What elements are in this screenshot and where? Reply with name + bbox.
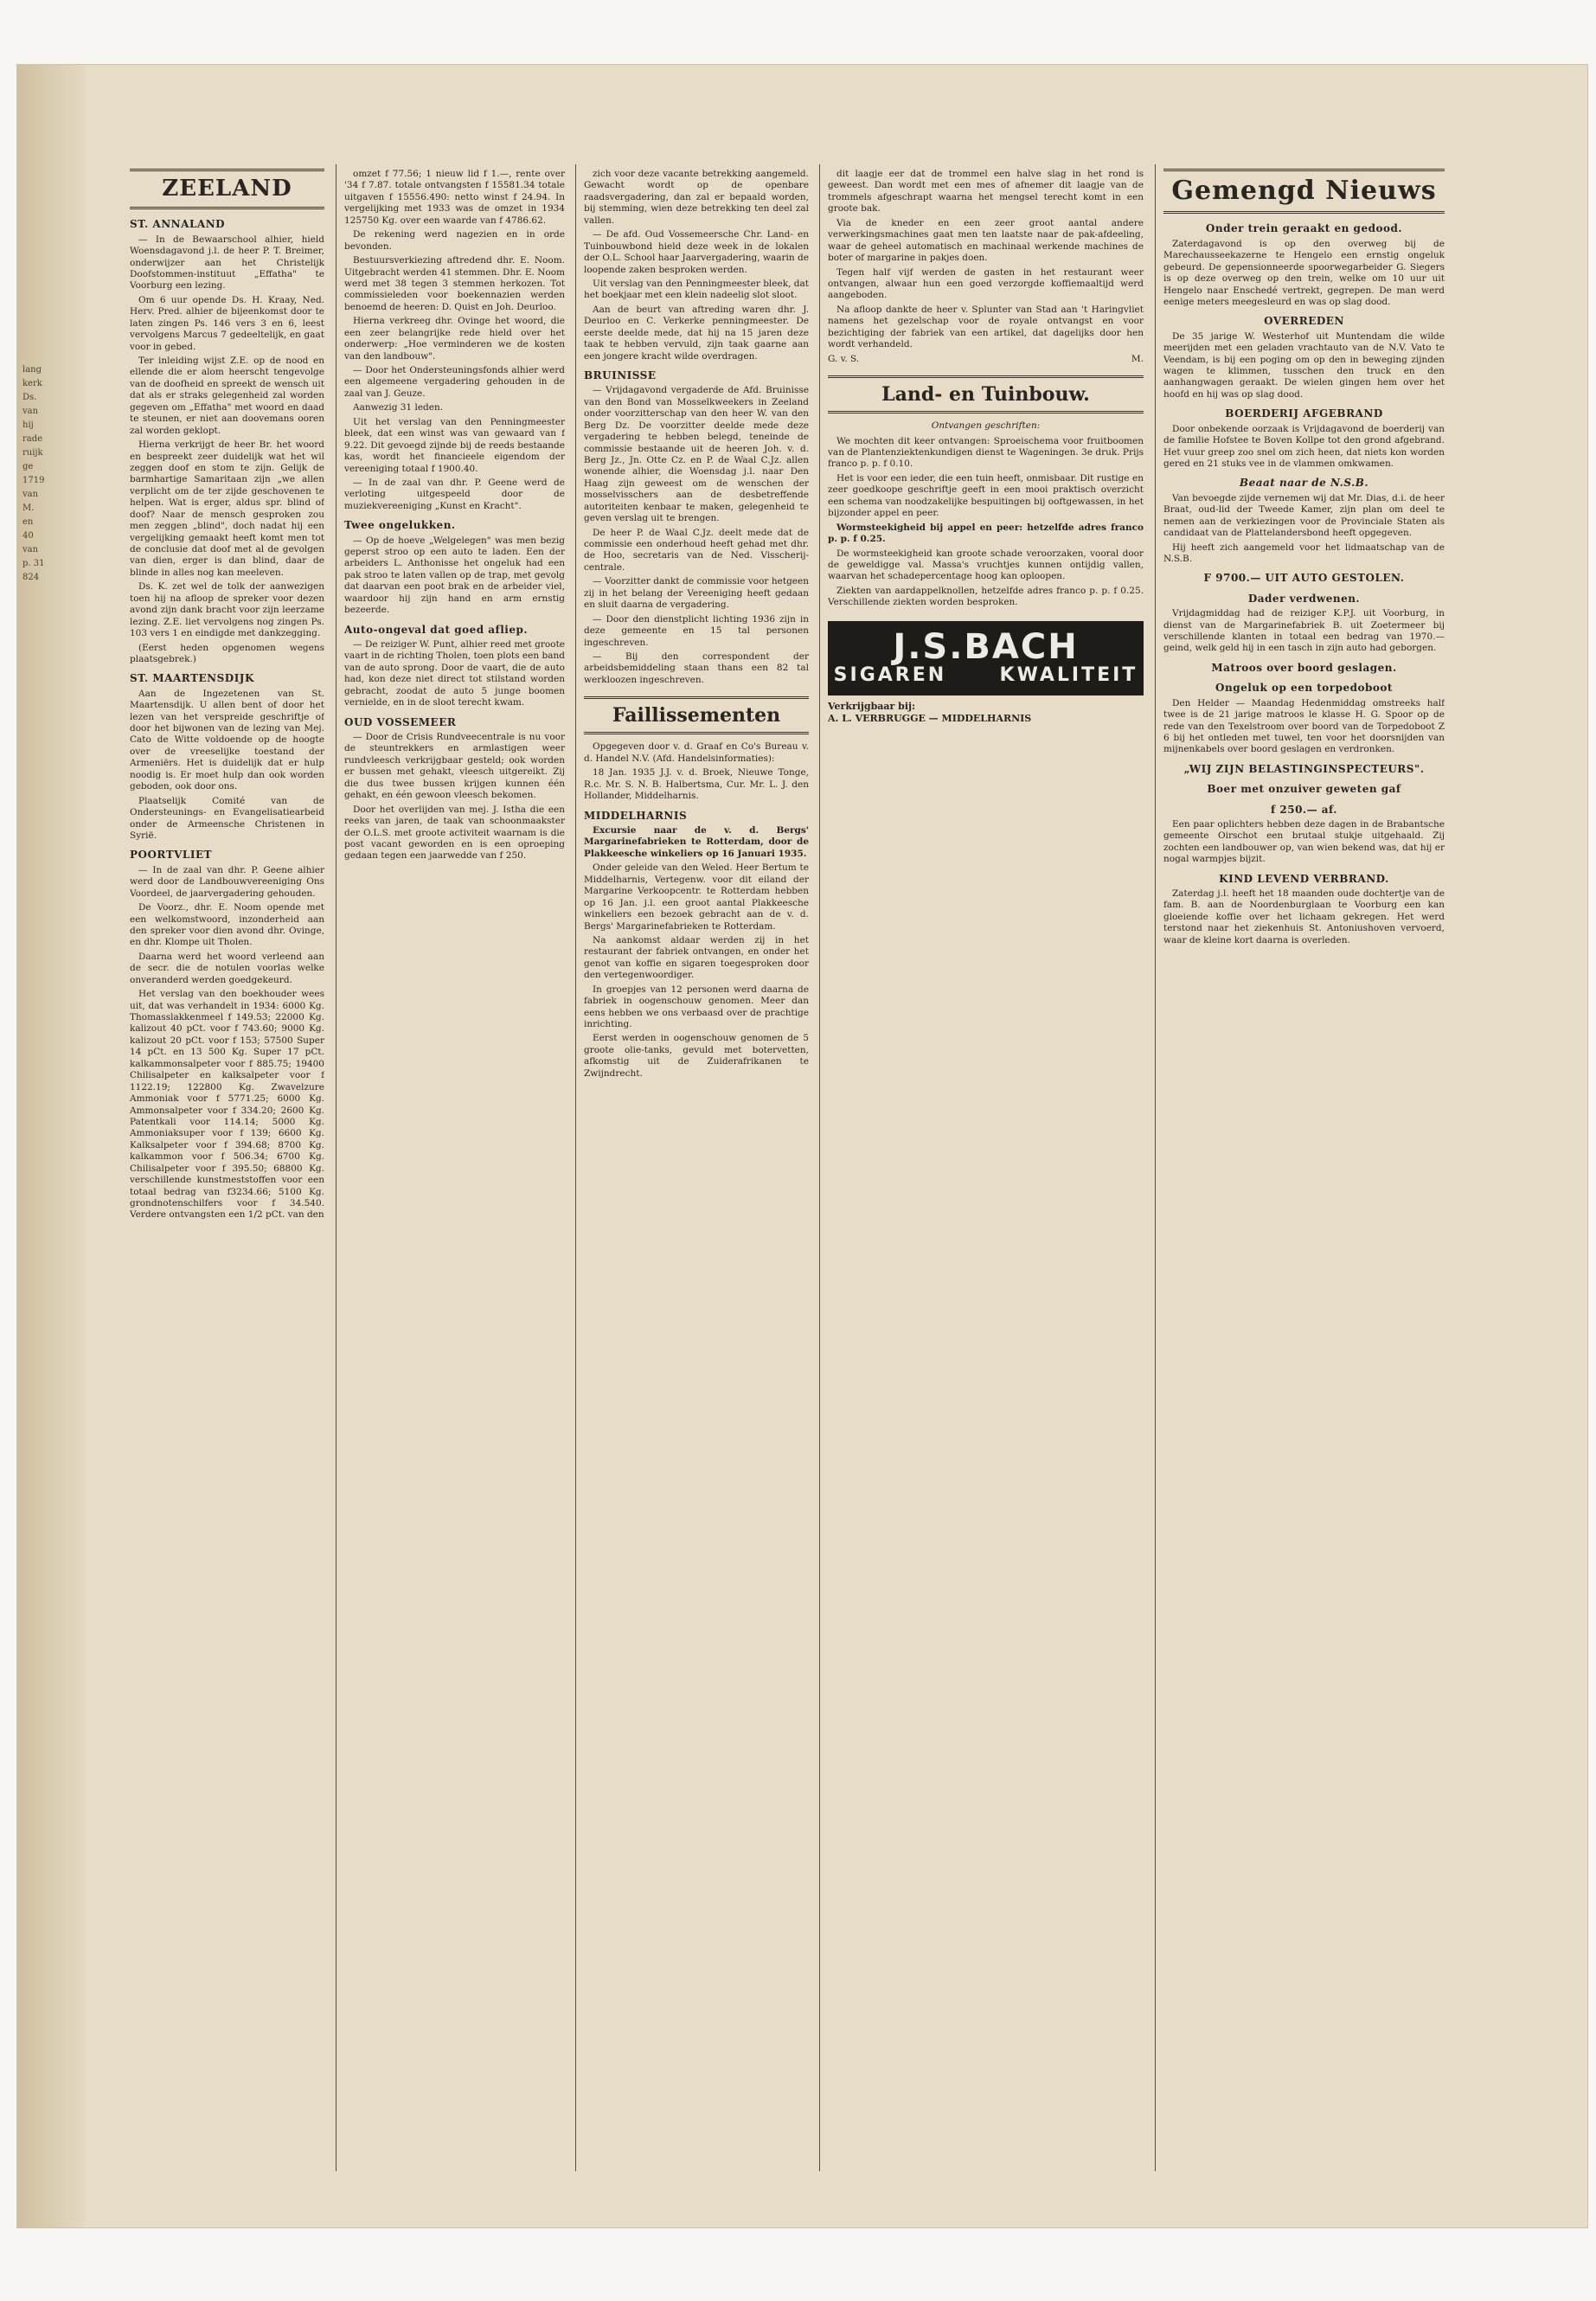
- column-rule: [819, 164, 820, 2171]
- paragraph: — Vrijdagavond vergaderde de Afd. Bruinisse van den Bond van Mosselkweekers in Zeeland onder voorzitterschap van den heer W. van den Berg Dz. De voorzitter deelde mede deze vergadering te hebben belegd, teneinde de commissie bestaande uit de heeren Joh. v. d. Berg Jz., Jn. Otte Cz. en P. de Waal C.Jz. allen wonende alhier, die Woensdag j.l. naar Den Haag zijn geweest om de wenschen der mosselvisschers aan de desbetreffende autoriteiten kenbaar te maken, gelegenheid te geven verslag uit te brengen.: [584, 385, 809, 524]
- paragraph-note: (Eerst heden opgenomen wegens plaatsgebrek.): [130, 642, 324, 664]
- margin-fragment: en: [22, 517, 34, 527]
- ad-available: Verkrijgbaar bij:: [828, 701, 916, 713]
- paragraph: De Voorz., dhr. E. Noom opende met een welkomstwoord, inzonderheid aan den spreker voor dien avond dhr. Ovinge, en dhr. Klompe uit Tholen.: [130, 902, 324, 948]
- paragraph: Via de kneder en een zeer groot aantal andere verwerkingsmachines gaat men ten laatste naar de pak-afdeeling, waar de geheel automatisch en machinaal werkende machines de boter of margarine in pakjes doen.: [828, 217, 1144, 264]
- ad-dealer: A. L. VERBRUGGE — MIDDELHARNIS: [828, 713, 1032, 725]
- paragraph: Aan de beurt van aftreding waren dhr. J. Deurloo en C. Verkerke penningmeester. De eerste deelde mede, dat hij na 15 jaren deze taak te hebben vervuld, zijn taak gaarne aan een jongere kracht wilde overdragen.: [584, 304, 809, 362]
- paragraph: Zaterdagavond is op den overweg bij de Marechausseekazerne te Hengelo een ernstig ongeluk gebeurd. De gepensionneerde spoorwegarbeider G. Siegers is op deze overweg op den trein, welke om 10 uur uit Hengelo naar Enschedé vertrekt, gegrepen. De man werd eenige meters meegesleurd en was op slag dood.: [1163, 238, 1445, 307]
- paragraph: — Bij den correspondent der arbeidsbemiddeling staan thans een 82 tal werkloozen ingeschreven.: [584, 651, 809, 685]
- heading-gestolen: F 9700.— UIT AUTO GESTOLEN.: [1203, 572, 1405, 585]
- column-rule: [575, 164, 576, 2171]
- paragraph: — De afd. Oud Vossemeersche Chr. Land- en Tuinbouwbond hield deze week in de lokalen der O.L. School haar Jaarvergadering, waarin de loopende zaken besproken werden.: [584, 229, 809, 275]
- paragraph: Aan de Ingezetenen van St. Maartensdijk. U allen bent of door het lezen van het verspreide geschriftje of door het bijwonen van de lezing van Mej. Cato de Witte voldoende op de hoogte over de vreeselijke toestand der Armeniërs. Het is duidelijk dat er hulp noodig is. Er moet hulp dan ook worden geboden, ook door ons.: [130, 688, 324, 792]
- gemengd-nieuws-masthead: Gemengd Nieuws: [1163, 169, 1445, 214]
- paragraph: Wormsteekigheid bij appel en peer: hetzelfde adres franco p. p. f 0.25.: [828, 522, 1144, 545]
- heading-belasting: „WIJ ZIJN BELASTINGINSPECTEURS".: [1183, 762, 1425, 775]
- paragraph: Het verslag van den boekhouder wees uit, dat was verhandelt in 1934: 6000 Kg. Thomasslakkenmeel f 149.53; 22000 Kg. kalizout 40 pCt. voor f 743.60; 9000 Kg. kalizout 20 pCt. voor f 153; 57500 Super 14 pCt. en 13 500 Kg. Super 17 pCt. kalkammonsalpeter voor f 885.75; 19400 Chilisalpeter en kalksalpeter voor f 1122.19; 122800 Kg. Zwavelzure Ammoniak voor f 5771.25; 6000 Kg. Ammonsalpeter voor f 334.20; 2600 Kg. Patentkali voor 114.14; 5000 Kg. Ammoniaksuper voor f 139; 6600 Kg. Kalksalpeter voor f 394.68; 8700 Kg. kalkammon voor f 506.34; 6700 Kg. Chilisalpeter voor f 395.50; 68800 Kg. verschillende kunstmeststoffen voor een totaal bedrag van f3234.66; 5100 Kg. grondnotenschilfers voor f 34.540. Verdere ontvangsten een 1/2 pCt. van den: [130, 989, 324, 1221]
- column-2: [344, 169, 565, 2193]
- signature-row: [828, 354, 1144, 365]
- paragraph: Door het overlijden van mej. J. Istha die een reeks van jaren, de taak van schoonmaakster der O.L.S. met groote activiteit waarnam is die post vacant geworden en is een oproeping gedaan tegen een jaarwedde van f 250.: [344, 804, 565, 862]
- paragraph: Daarna werd het woord verleend aan de secr. die de notulen voorlas welke onveranderd werden goedgekeurd.: [130, 951, 324, 985]
- column-rule: [336, 164, 337, 2171]
- left-margin-fragments: [22, 363, 83, 585]
- paragraph: — Door het Ondersteuningsfonds alhier werd een algemeene vergadering gehouden in de zaal van J. Geuze.: [344, 365, 565, 399]
- heading-oud-vossemeer: OUD VOSSEMEER: [344, 715, 457, 728]
- paragraph: — Op de hoeve „Welgelegen" was men bezig geperst stroo op een auto te laden. Een der arbeiders L. Anthonisse het ongeluk had een pak stroo te laten vallen op de trap, met gevolg dat daarvan een poot brak en de arbeider viel, waardoor hij zijn hand en arm ernstig bezeerde.: [344, 535, 565, 616]
- heading-faillissementen: Faillissementen: [584, 696, 809, 734]
- column-3: [584, 169, 809, 2193]
- margin-fragment: hij: [22, 420, 34, 430]
- paragraph: Uit het verslag van den Penningmeester bleek, dat een winst was van gewaard van f 9.22. Dit gevoegd zijnde bij de reeds bestaande kas, wordt het financieele eigendom der vereeniging totaal f 1900.40.: [344, 416, 565, 474]
- paragraph: Eerst werden in oogenschouw genomen de 5 groote olie-tanks, gevuld met botervetten, afkomstig uit de Zuiderafrikanen te Zwijndrecht.: [584, 1033, 809, 1079]
- paragraph: Om 6 uur opende Ds. H. Kraay, Ned. Herv. Pred. alhier de bijeenkomst door te laten zingen Ps. 146 vers 3 en 6, leest vervolgens Marcus 7 gedeeltelijk, en gaat voor in gebed.: [130, 294, 324, 352]
- zeeland-masthead: ZEELAND: [130, 169, 324, 209]
- paragraph: Vrijdagmiddag had de reiziger K.P.J. uit Voorburg, in dienst van de Margarinefabriek B. uit Zoetermeer bij verschillende klanten in totaal een bedrag van 1970.— geind, welk geld hij in een tasch in zijn auto had geborgen.: [1163, 608, 1445, 654]
- heading-excursie: Excursie naar de v. d. Bergs' Margarinefabrieken te Rotterdam, door de Plakkeesche winkeliers op 16 Januari 1935.: [584, 825, 809, 859]
- heading-trein: Onder trein geraakt en gedood.: [1205, 222, 1403, 235]
- margin-fragment: van: [22, 490, 39, 499]
- signature: G. v. S.: [828, 353, 860, 364]
- heading-overreden: OVERREDEN: [1264, 315, 1344, 328]
- column-zeeland: [130, 169, 324, 2193]
- heading-beaat: Beaat naar de N.S.B.: [1239, 477, 1369, 490]
- paragraph: Na aankomst aldaar werden zij in het restaurant der fabriek ontvangen, en onder het genot van koffie en sigaren toegesproken door den vertegenwoordiger.: [584, 934, 809, 981]
- heading-st-maartensdijk: ST. MAARTENSDIJK: [130, 672, 254, 685]
- paragraph: Onder geleide van den Weled. Heer Bertum te Middelharnis, Vertegenw. voor dit eiland der Margarine Verkoopcentr. te Rotterdam hebben op 16 Jan. j.l. een groot aantal Plakkeesche winkeliers een bezoek gebracht aan de v. d. Bergs' Margarinefabrieken te Rotterdam.: [584, 862, 809, 932]
- paragraph: Van bevoegde zijde vernemen wij dat Mr. Dias, d.i. de heer Braat, oud-lid der Tweede Kamer, zijn plan om deel te nemen aan de verkiezingen voor de Provinciale Staten als candidaat van de Plattelandersbond heeft opgegeven.: [1163, 492, 1445, 539]
- heading-land-tuinbouw: Land- en Tuinbouw.: [828, 375, 1144, 413]
- margin-fragment: lang: [22, 365, 42, 375]
- heading-ontvangen: Ontvangen geschriften:: [931, 420, 1041, 432]
- paragraph: De wormsteekigheid kan groote schade veroorzaken, vooral door de geweldigge val. Massa's vruchtjes kunnen ontijdig vallen, waarvan het schadepercentage hoog kan oploopen.: [828, 548, 1144, 582]
- heading-boerderij: BOERDERIJ AFGEBRAND: [1225, 407, 1383, 420]
- margin-fragment: 1719: [22, 476, 45, 485]
- paragraph: — Door den dienstplicht lichting 1936 zijn in deze gemeente en 15 tal personen ingeschreven.: [584, 613, 809, 648]
- paragraph: 18 Jan. 1935 J.J. v. d. Broek, Nieuwe Tonge, R.c. Mr. S. N. B. Halbertsma, Cur. Mr. L. J. den Hollander, Middelharnis.: [584, 767, 809, 802]
- heading-matroos: Matroos over boord geslagen.: [1211, 661, 1397, 674]
- ad-tagline-right: KWALITEIT: [999, 663, 1138, 686]
- heading-torpedo: Ongeluk op een torpedoboot: [1215, 682, 1393, 695]
- margin-fragment: M.: [22, 503, 35, 513]
- paragraph: We mochten dit keer ontvangen: Sproeischema voor fruitboomen van de Plantenziektenkundigen dienst te Wageningen. 3e druk. Prijs franco p. p. f 0.10.: [828, 435, 1144, 470]
- paragraph: — In de Bewaarschool alhier, hield Woensdagavond j.l. de heer P. T. Breimer, onderwijzer aan het Christelijk Doofstommen-instituut „Effatha" te Voorburg een lezing.: [130, 234, 324, 292]
- paragraph: — In de zaal van dhr. P. Geene alhier werd door de Landbouwvereeniging Ons Voordeel, de jaarvergadering gehouden.: [130, 864, 324, 899]
- paragraph: Hierna verkrijgt de heer Br. het woord en bespreekt zeer duidelijk wat het wil zeggen doof en stom te zijn. Gelijk de barmhartige Samaritaan zijn „we allen verplicht om de ter zijde geschovenen te helpen. Wat is erger, aldus spr. blind of doof? Naar de mensch gesproken zou men zeggen „blind", doch nadat hij een vergelijking gemaakt heeft komt men tot de conclusie dat doof met al de gevolgen van dien, erger is dan blind, daar de blinde in alles nog kan meeleven.: [130, 439, 324, 578]
- heading-verband: KIND LEVEND VERBRAND.: [1219, 872, 1389, 885]
- heading-twee-ongelukken: Twee ongelukken.: [344, 519, 456, 532]
- ad-brand: J.S.BACH: [893, 626, 1079, 667]
- column-4: [828, 169, 1144, 2193]
- ad-tagline-left: SIGAREN: [833, 663, 947, 686]
- paragraph: — Door de Crisis Rundveecentrale is nu voor de steuntrekkers en armlastigen weer rundvleesch verkrijgbaar gesteld; ook worden er bussen met gehakt, vleesch uitgereikt. Zij die dus twee bussen krijgen kunnen één gehakt, en één gewoon vleesch bekomen.: [344, 732, 565, 801]
- paragraph: zich voor deze vacante betrekking aangemeld. Gewacht wordt op de openbare raadsvergadering, dan zal er bepaald worden, bij stemming, wien deze betrekking ten deel zal vallen.: [584, 169, 809, 226]
- column-gemengd-nieuws: [1163, 169, 1445, 2193]
- column-rule: [1155, 164, 1156, 2171]
- margin-fragment: rade: [22, 434, 43, 444]
- paragraph: Een paar oplichters hebben deze dagen in de Brabantsche gemeente Oirschot een brutaal stukje uitgehaald. Zij zochten een landbouwer op, van wien bekend was, dat hij er nogal warmpjes bijzit.: [1163, 818, 1445, 865]
- paragraph: In groepjes van 12 personen werd daarna de fabriek in oogenschouw genomen. Meer dan eens hebben we ons verbaasd over de prachtige inrichting.: [584, 984, 809, 1029]
- margin-fragment: p. 31: [22, 559, 45, 568]
- paragraph: De rekening werd nagezien en in orde bevonden.: [344, 229, 565, 252]
- paragraph: Tegen half vijf werden de gasten in het restaurant weer ontvangen, alwaar hun een goed verzorgde koffiemaaltijd werd aangeboden.: [828, 266, 1144, 301]
- margin-fragment: ruijk: [22, 448, 43, 458]
- margin-fragment: kerk: [22, 379, 42, 388]
- amount-belasting: f 250.— af.: [1271, 803, 1337, 816]
- margin-fragment: 824: [22, 573, 40, 582]
- heading-bruinisse: BRUINISSE: [584, 369, 657, 381]
- paragraph: — In de zaal van dhr. P. Geene werd de verloting uitgespeeld door de muziekvereeniging „Kunst en Kracht".: [344, 477, 565, 511]
- heading-poortvliet: POORTVLIET: [130, 849, 213, 862]
- subheading-gestolen: Dader verdwenen.: [1247, 592, 1361, 605]
- heading-auto-ongeval: Auto-ongeval dat goed afliep.: [344, 623, 529, 636]
- margin-fragment: Ds.: [22, 393, 37, 402]
- paragraph: Ter inleiding wijst Z.E. op de nood en ellende die er alom heerscht tengevolge van de doofheid en spreekt de wensch uit dat als er straks gelegenheid zal worden gegeven om „Effatha" met woord en daad te steunen, er niet aan doovemans ooren zal worden geklopt.: [130, 356, 324, 436]
- paragraph: De 35 jarige W. Westerhof uit Muntendam die wilde meerijden met een geladen vrachtauto van de N.V. Vato te Veendam, is bij een poging om op den in beweging zijnden wagen te klimmen, tusschen den truck en den aanhangwagen geraakt. De wielen gingen hem over het hoofd en hij was op slag dood.: [1163, 330, 1445, 400]
- paragraph: Ziekten van aardappelknollen, hetzelfde adres franco p. p. f 0.25. Verschillende ziekten worden besproken.: [828, 585, 1144, 608]
- paragraph: Zaterdag j.l. heeft het 18 maanden oude dochtertje van de fam. B. aan de Noordenburglaan te Voorburg een kan gloeiende koffie over het lichaam gekregen. Het werd terstond naar het ziekenhuis St. Antoniushoven vervoerd, waar de kleine kort daarna is overleden.: [1163, 888, 1445, 945]
- paragraph: Het is voor een ieder, die een tuin heeft, onmisbaar. Dit rustige en zeer goedkoope geschriftje geeft in een mooi praktisch overzicht een schema van noodzakelijke bespuitingen bij ooftgewassen, in het bijzonder appel en peer.: [828, 472, 1144, 519]
- margin-fragment: van: [22, 407, 39, 416]
- paragraph: Na afloop dankte de heer v. Splunter van Stad aan 't Haringvliet namens het gezelschap voor de royale ontvangst en voor bezichtiging der fabriek van een artikel, dat dagelijks door hen wordt verhandeld.: [828, 304, 1144, 350]
- heading-middelharnis: MIDDELHARNIS: [584, 809, 688, 822]
- subheading-belasting: Boer met onzuiver geweten gaf: [1207, 783, 1401, 796]
- signature-suffix: M.: [1131, 353, 1144, 364]
- paragraph: Aanwezig 31 leden.: [353, 402, 444, 413]
- paragraph: Door onbekende oorzaak is Vrijdagavond de boerderij van de familie Hofstee te Boven Kollpe tot den grond afgebrand. Het vuur greep zoo snel om zich heen, dat niets kon worden gered en 21 stuks vee in de vlammen omkwamen.: [1163, 423, 1445, 470]
- paragraph: — Voorzitter dankt de commissie voor hetgeen zij in het belang der Vereeniging heeft gedaan en sluit daarna de vergadering.: [584, 576, 809, 611]
- paragraph: De heer P. de Waal C.Jz. deelt mede dat de commissie een onderhoud heeft gehad met dhr. de Hoo, secretaris van de Ned. Visscherij-centrale.: [584, 527, 809, 573]
- paragraph: Opgegeven door v. d. Graaf en Co's Bureau v. d. Handel N.V. (Afd. Handelsinformaties):: [584, 741, 809, 764]
- paragraph: Bestuursverkiezing aftredend dhr. E. Noom. Uitgebracht werden 41 stemmen. Dhr. E. Noom werd met 38 tegen 3 stemmen herkozen. Tot commissieleden voor boekennazien werden benoemd de heeren: D. Quist en Joh. Deurloo.: [344, 255, 565, 312]
- paragraph: — De reiziger W. Punt, alhier reed met groote vaart in de richting Tholen, toen plots een band van de auto sprong. Door de vaart, die de auto had, kon deze niet direct tot stilstand worden gebracht, zoodat de auto 5 junge boomen vernielde, en in de sloot terecht kwam.: [344, 639, 565, 708]
- paragraph: Hierna verkreeg dhr. Ovinge het woord, die een zeer belangrijke rede hield over het onderwerp: „Hoe verminderen we de kosten van den landbouw".: [344, 316, 565, 362]
- paragraph: Plaatselijk Comité van de Ondersteunings- en Evangelisatiearbeid onder de Armeensche Christenen in Syrië.: [130, 795, 324, 841]
- ad-tagline: [831, 664, 1140, 687]
- margin-fragment: 40: [22, 531, 34, 541]
- paragraph: Ds. K. zet wel de tolk der aanwezigen toen hij na afloop de spreker voor dezen avond zijn dank bracht voor zijn leerzame lezing. Z.E. liet vervolgens nog zingen Ps. 103 vers 1 en eindigde met dankzegging.: [130, 581, 324, 639]
- paragraph: dit laagje eer dat de trommel een halve slag in het rond is geweest. Dan wordt met een mes of afnemer dit laagje van de trommels afgeschrapt waarna het mengsel terecht komt in een groote bak.: [828, 169, 1144, 215]
- paragraph: omzet f 77.56; 1 nieuw lid f 1.—, rente over '34 f 7.87. totale ontvangsten f 15581.34 totale uitgaven f 15556.490: netto winst f 24.94. In vergelijking met 1933 was de omzet in 1934 125750 Kg. over een waarde van f 4786.62.: [344, 169, 565, 226]
- paragraph: Hij heeft zich aangemeld voor het lidmaatschap van de N.S.B.: [1163, 542, 1445, 565]
- heading-st-annaland: ST. ANNALAND: [130, 218, 226, 231]
- paragraph: Den Helder — Maandag Hedenmiddag omstreeks half twee is de 21 jarige matroos le klasse H. G. Spoor op de rede van den Texelstroom over boord van de Torpedoboot Z 6 bij het ontleden met tuwel, ten voor het doorsnijden van mijnenkabels over boord geslagen en verdronken.: [1163, 697, 1445, 755]
- margin-fragment: ge: [22, 462, 34, 471]
- bach-cigar-advertisement: [828, 621, 1144, 695]
- margin-fragment: van: [22, 545, 39, 554]
- paragraph: Uit verslag van den Penningmeester bleek, dat het boekjaar met een klein nadeelig slot sloot.: [584, 278, 809, 301]
